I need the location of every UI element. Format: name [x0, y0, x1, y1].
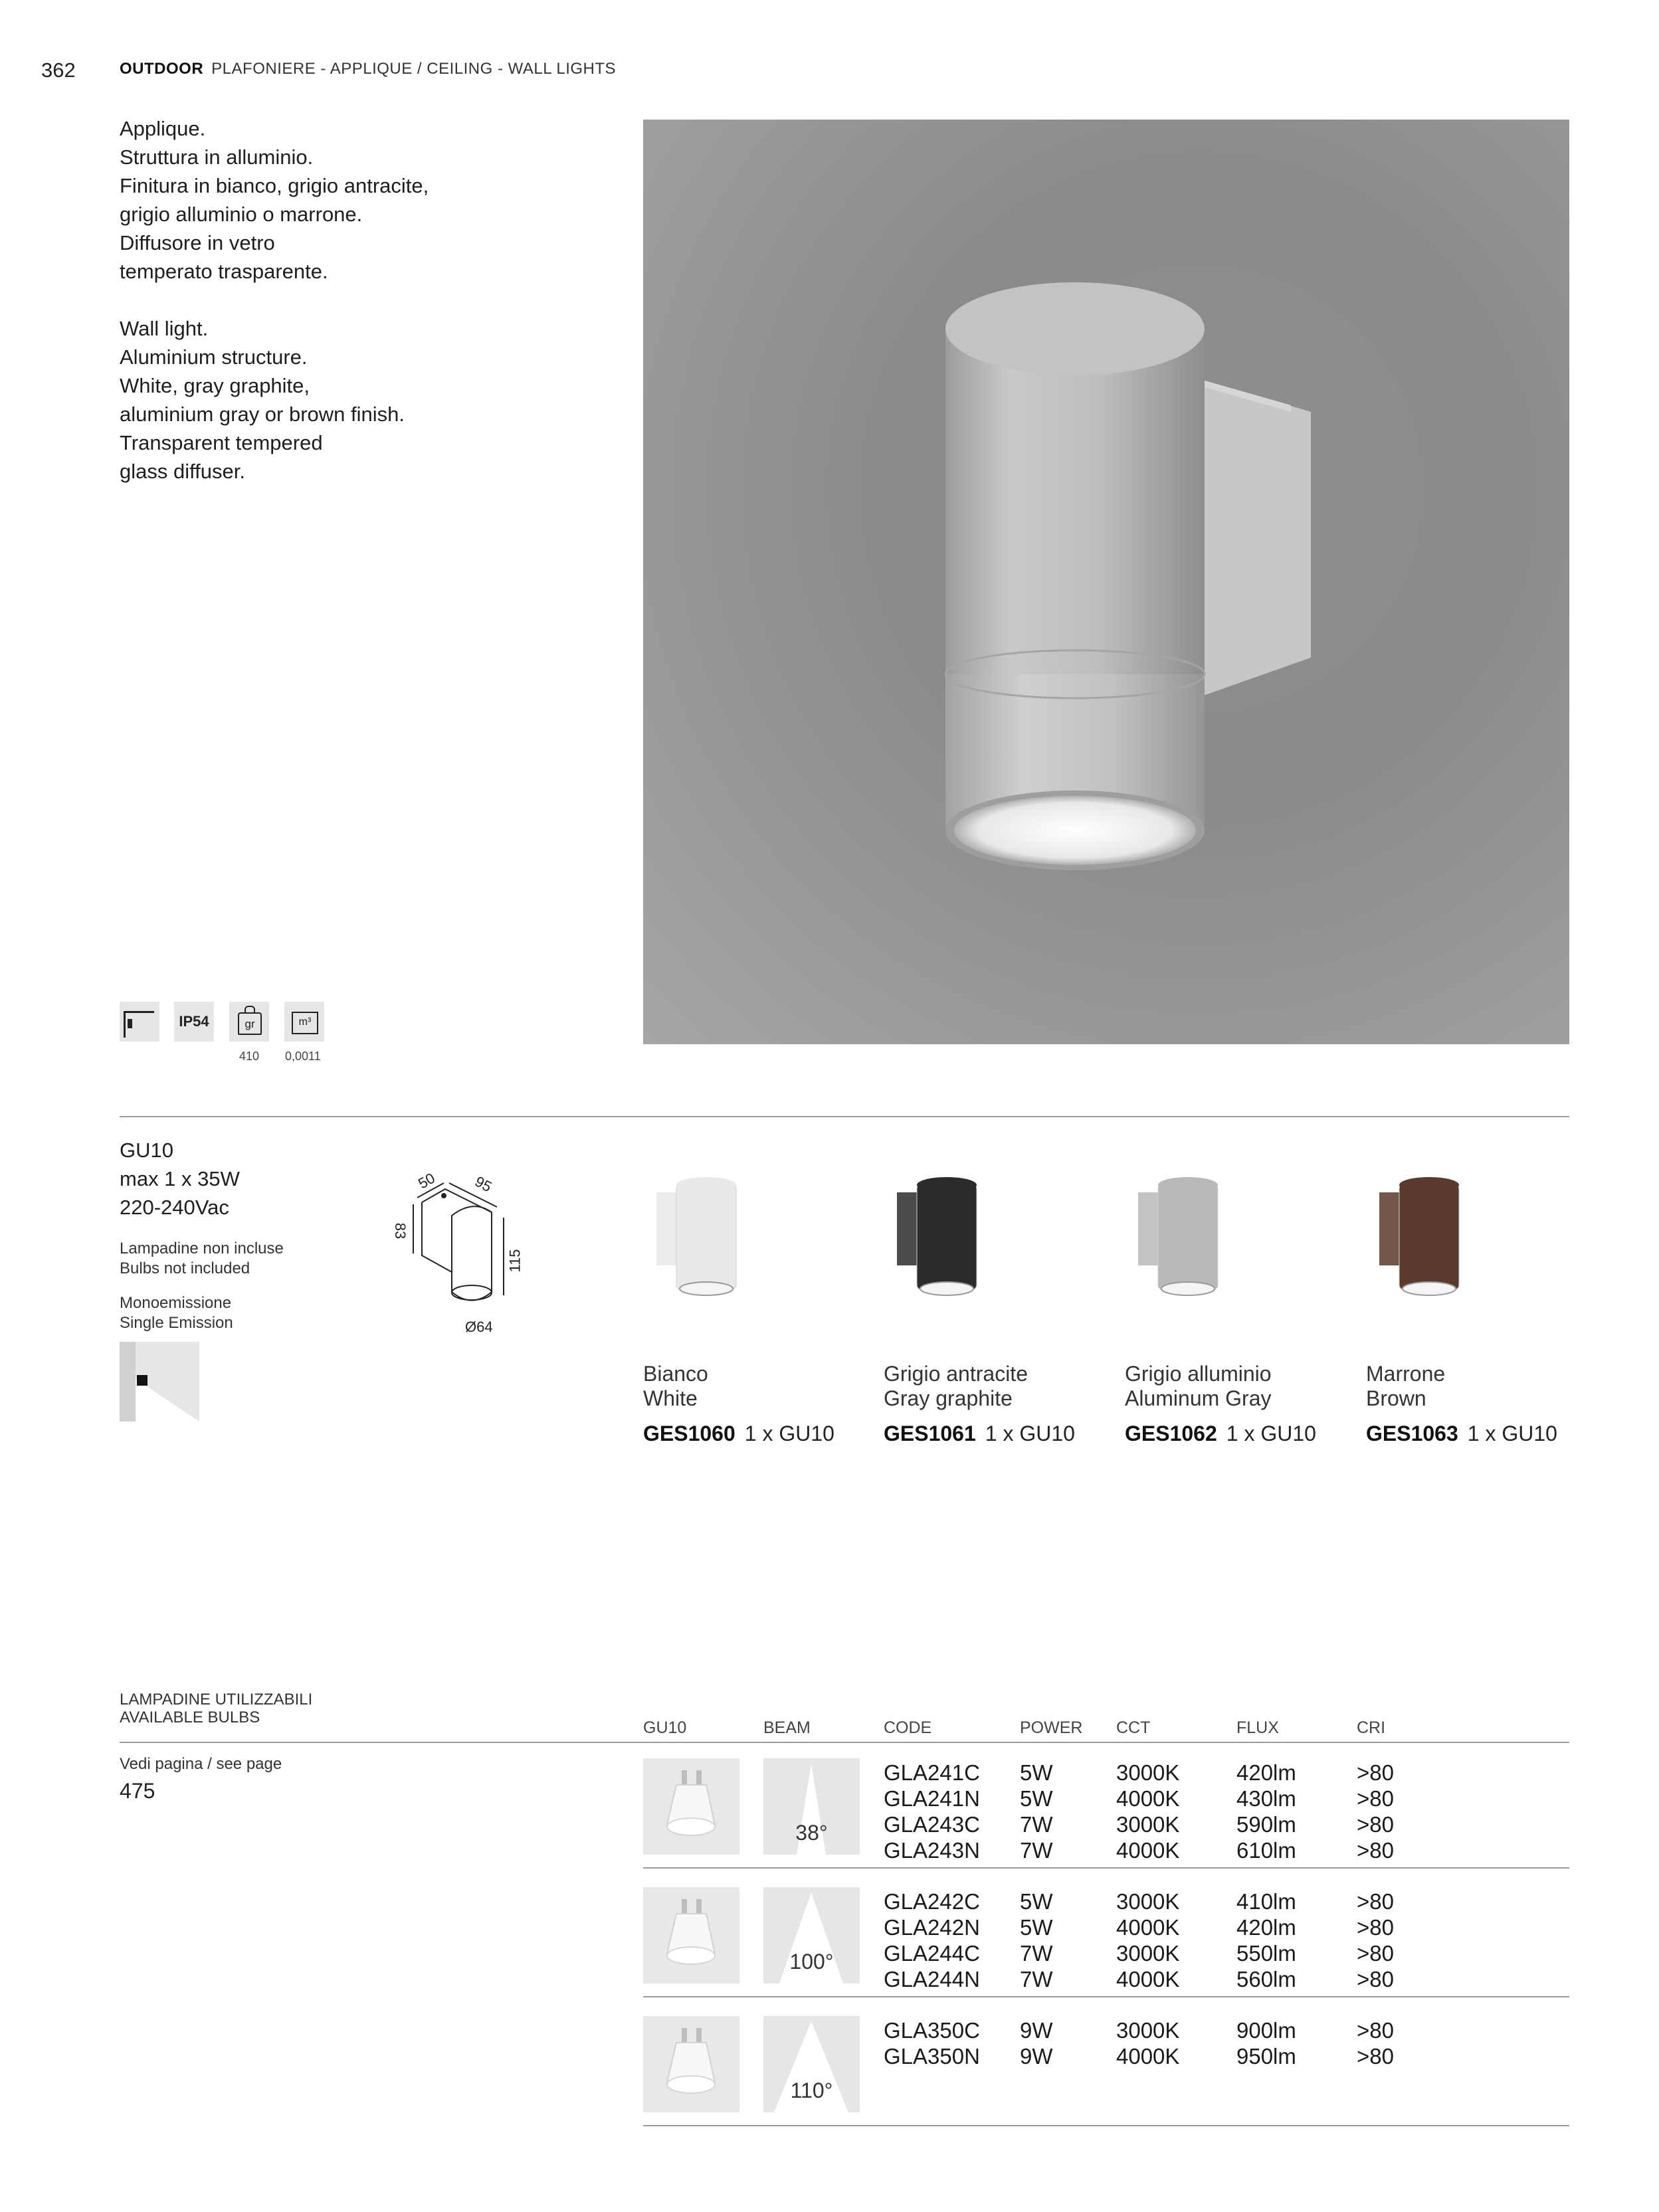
page-number: 362 [41, 58, 76, 82]
desc-it-line: temperato trasparente. [120, 260, 328, 283]
variant-thumbnail [1379, 1177, 1459, 1295]
variant-code: GES1063 [1366, 1422, 1458, 1445]
variant-name-en: White [643, 1386, 698, 1410]
bulb-power: 7W [1020, 1812, 1053, 1837]
bulb-code[interactable]: GLA242N [884, 1915, 980, 1940]
bulb-flux: 550lm [1236, 1941, 1296, 1966]
section-divider [120, 1116, 1569, 1117]
bulb-icon [643, 1887, 739, 1983]
bulb-cct: 4000K [1116, 1786, 1180, 1811]
col-header-cri: CRI [1357, 1718, 1386, 1737]
dimension-drawing [392, 1159, 551, 1338]
variant-name-it: Marrone [1366, 1362, 1446, 1386]
bulb-power: 5W [1020, 1786, 1053, 1811]
variant-thumbnail [897, 1177, 977, 1295]
bulb-cri: >80 [1357, 1915, 1394, 1940]
desc-it-line: Finitura in bianco, grigio antracite, [120, 174, 429, 197]
bulbs-header-divider [120, 1742, 1569, 1743]
ip-rating-label: IP54 [179, 1013, 209, 1030]
section-header [120, 60, 616, 78]
bulb-cct: 4000K [1116, 1915, 1180, 1940]
wall-light-illustration [643, 120, 1569, 1044]
bulb-code[interactable]: GLA242C [884, 1889, 980, 1914]
dim-wall-height: 83 [392, 1222, 409, 1240]
bulb-code[interactable]: GLA244C [884, 1941, 980, 1966]
bulb-cri: >80 [1357, 1760, 1394, 1785]
bulb-power: 9W [1020, 2044, 1053, 2069]
desc-it-line: Struttura in alluminio. [120, 145, 314, 169]
variant-code: GES1061 [884, 1422, 976, 1445]
beam-angle-icon [763, 2016, 860, 2112]
emission-en: Single Emission [120, 1314, 233, 1332]
bulb-cct: 4000K [1116, 1838, 1180, 1863]
bulb-flux: 590lm [1236, 1812, 1296, 1837]
variant-thumbnails-svg [643, 1169, 1569, 1315]
volume-value: 0,0011 [285, 1050, 321, 1063]
desc-it-line: Applique. [120, 117, 206, 140]
dim-diameter: Ø64 [465, 1319, 493, 1335]
col-header-power: POWER [1020, 1718, 1083, 1737]
bulb-cct: 4000K [1116, 2044, 1180, 2069]
variant-name-en: Brown [1366, 1386, 1426, 1410]
bulb-group-divider [643, 2125, 1569, 2126]
product-description [120, 114, 429, 486]
section-subtitle: PLAFONIERE - APPLIQUE / CEILING - WALL LIGHTS [211, 60, 617, 78]
bulb-code[interactable]: GLA244N [884, 1967, 980, 1991]
bulb-cct: 3000K [1116, 2018, 1180, 2043]
variant-code: GES1060 [643, 1422, 735, 1445]
dim-depth: 50 [415, 1169, 438, 1192]
bulb-group-divider [643, 1867, 1569, 1869]
technical-specs [120, 1136, 284, 1333]
bulb-power: 5W [1020, 1915, 1053, 1940]
weight-value: 410 [239, 1050, 260, 1063]
variant-bulb: 1 x GU10 [985, 1422, 1075, 1445]
col-header-flux: FLUX [1236, 1718, 1279, 1737]
variant-bulb: 1 x GU10 [1226, 1422, 1316, 1445]
beam-angle-icon [763, 1758, 860, 1855]
bulb-cri: >80 [1357, 2018, 1394, 2043]
variant-name-en: Gray graphite [884, 1386, 1013, 1410]
bulb-code[interactable]: GLA243N [884, 1838, 980, 1863]
variant-brown [1366, 1362, 1592, 1446]
variant-name-it: Grigio antracite [884, 1362, 1028, 1386]
desc-en-line: glass diffuser. [120, 460, 245, 483]
variant-aluminum-gray [1125, 1362, 1351, 1446]
bulb-cri: >80 [1357, 1838, 1394, 1863]
variant-name-en: Aluminum Gray [1125, 1386, 1272, 1410]
bulb-cct: 3000K [1116, 1941, 1180, 1966]
weight-icon [229, 1002, 269, 1042]
beam-angle-label: 110° [790, 2078, 833, 2102]
variant-thumbnails [643, 1169, 1569, 1315]
see-page-number[interactable]: 475 [120, 1779, 155, 1803]
bulb-power: 5W [1020, 1760, 1053, 1785]
bulb-icon [643, 2016, 739, 2112]
single-emission-icon [120, 1342, 199, 1422]
bulb-cri: >80 [1357, 1941, 1394, 1966]
bulb-cri: >80 [1357, 2044, 1394, 2069]
variant-name-it: Grigio alluminio [1125, 1362, 1272, 1386]
bulb-cri: >80 [1357, 1812, 1394, 1837]
bulb-flux: 900lm [1236, 2018, 1296, 2043]
variant-code: GES1062 [1125, 1422, 1217, 1445]
see-page-label: Vedi pagina / see page [120, 1755, 282, 1773]
desc-en-line: Aluminium structure. [120, 345, 308, 369]
variant-white [643, 1362, 869, 1446]
bulb-power: 7W [1020, 1941, 1053, 1966]
volume-icon [284, 1002, 324, 1042]
section-category: OUTDOOR [120, 60, 204, 78]
beam-angle-icon [763, 1887, 860, 1983]
bulbs-title [120, 1691, 312, 1726]
desc-en-line: White, gray graphite, [120, 374, 310, 397]
bulbs-note-en: Bulbs not included [120, 1259, 250, 1277]
bulb-flux: 610lm [1236, 1838, 1296, 1863]
bulb-cct: 3000K [1116, 1760, 1180, 1785]
bulbs-title-it: LAMPADINE UTILIZZABILI [120, 1691, 313, 1708]
bulb-cct: 3000K [1116, 1889, 1180, 1914]
bulb-cct: 3000K [1116, 1812, 1180, 1837]
bulb-code[interactable]: GLA243C [884, 1812, 980, 1837]
col-header-beam: BEAM [763, 1718, 811, 1737]
weight-icon-text: gr [244, 1018, 255, 1030]
bulb-flux: 410lm [1236, 1889, 1296, 1914]
variant-name-it: Bianco [643, 1362, 708, 1386]
volume-icon-text: m³ [298, 1016, 312, 1028]
bulbs-title-en: AVAILABLE BULBS [120, 1708, 260, 1726]
bulb-thumbnail [643, 1887, 739, 1983]
desc-it-line: Diffusore in vetro [120, 231, 275, 254]
bulb-cri: >80 [1357, 1889, 1394, 1914]
bulb-icon [643, 1758, 739, 1855]
bulb-cri: >80 [1357, 1786, 1394, 1811]
beam-angle-label: 38° [795, 1821, 828, 1845]
bulb-power: 5W [1020, 1889, 1053, 1914]
voltage: 220-240Vac [120, 1196, 229, 1219]
bulb-flux: 420lm [1236, 1760, 1296, 1785]
desc-it-line: grigio alluminio o marrone. [120, 203, 363, 226]
bulb-code[interactable]: GLA350N [884, 2044, 980, 2069]
bulb-code[interactable]: GLA350C [884, 2018, 980, 2043]
variant-bulb: 1 x GU10 [1467, 1422, 1557, 1445]
bulb-power: 9W [1020, 2018, 1053, 2043]
desc-en-line: Transparent tempered [120, 431, 323, 454]
bulb-flux: 950lm [1236, 2044, 1296, 2069]
beam-angle-label: 100° [789, 1950, 834, 1974]
variant-thumbnail [656, 1177, 736, 1295]
col-header-cct: CCT [1116, 1718, 1151, 1737]
variant-gray-graphite [884, 1362, 1110, 1446]
max-power: max 1 x 35W [120, 1167, 240, 1190]
bulb-thumbnail [643, 1758, 739, 1855]
bulb-flux: 430lm [1236, 1786, 1296, 1811]
bulb-cri: >80 [1357, 1967, 1394, 1991]
ip-rating-icon [174, 1002, 214, 1042]
bulb-power: 7W [1020, 1838, 1053, 1863]
wall-mount-icon [120, 1002, 159, 1042]
bulb-code[interactable]: GLA241N [884, 1786, 980, 1811]
bulb-group-divider [643, 1996, 1569, 1997]
bulb-thumbnail [643, 2016, 739, 2112]
emission-it: Monoemissione [120, 1294, 232, 1312]
col-header-code: CODE [884, 1718, 932, 1737]
desc-en-line: aluminium gray or brown finish. [120, 403, 405, 426]
variant-thumbnail [1138, 1177, 1218, 1295]
bulb-flux: 560lm [1236, 1967, 1296, 1991]
bulb-code[interactable]: GLA241C [884, 1760, 980, 1785]
desc-en-line: Wall light. [120, 317, 209, 340]
product-hero-image [643, 120, 1569, 1044]
variant-bulb: 1 x GU10 [744, 1422, 834, 1445]
socket-type: GU10 [120, 1139, 173, 1162]
bulbs-note-it: Lampadine non incluse [120, 1240, 284, 1257]
bulb-flux: 420lm [1236, 1915, 1296, 1940]
dim-width: 95 [472, 1172, 495, 1196]
bulb-cct: 4000K [1116, 1967, 1180, 1991]
dim-height: 115 [506, 1249, 524, 1273]
bulb-power: 7W [1020, 1967, 1053, 1991]
col-header-gu10: GU10 [643, 1718, 687, 1737]
